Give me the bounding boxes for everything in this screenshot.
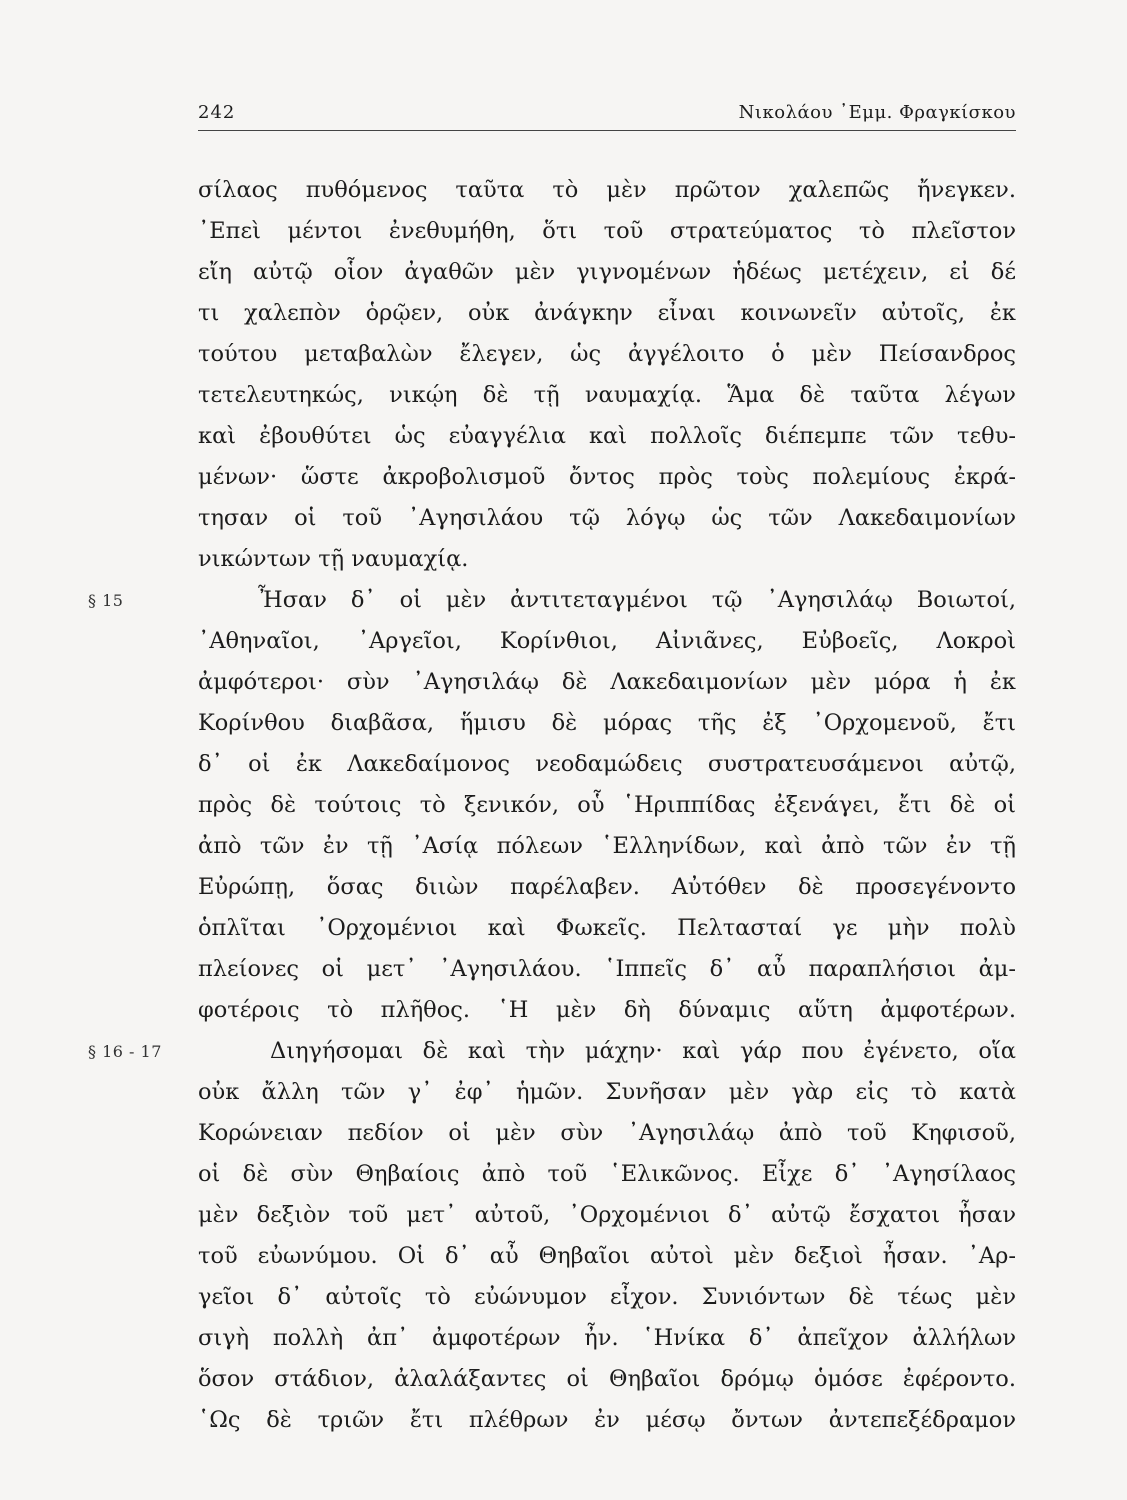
- text-line: εἴη αὐτῷ οἷον ἀγαθῶν μὲν γιγνομένων ἡδέως μετέχειν, εἰ δέ: [198, 259, 1016, 285]
- text-line: Κορώνειαν πεδίον οἱ μὲν σὺν ᾿Αγησιλάῳ ἀπὸ τοῦ Κηφισοῦ,: [198, 1120, 1016, 1146]
- text-line: μένων· ὥστε ἀκροβολισμοῦ ὄντος πρὸς τοὺς πολεμίους ἐκρά-: [198, 464, 1016, 490]
- text-line: ᾿Αθηναῖοι, ᾿Αργεῖοι, Κορίνθιοι, Αἰνιᾶνες, Εὐβοεῖς, Λοκροὶ: [198, 628, 1016, 654]
- text-line: τοῦ εὐωνύμου. Οἱ δ᾿ αὖ Θηβαῖοι αὐτοὶ μὲν δεξιοὶ ἦσαν. ᾿Αρ-: [198, 1243, 1016, 1269]
- body-text: [88, 170, 1016, 1441]
- text-line-section-16-17: [88, 1031, 1016, 1072]
- text-line: σιγὴ πολλὴ ἀπ᾿ ἀμφοτέρων ἦν. ῾Ηνίκα δ᾿ ἀπεῖχον ἀλλήλων: [198, 1325, 1016, 1351]
- text-line: γεῖοι δ᾿ αὐτοῖς τὸ εὐώνυμον εἶχον. Συνιόντων δὲ τέως μὲν: [198, 1284, 1016, 1310]
- text-line: Κορίνθου διαβᾶσα, ἥμισυ δὲ μόρας τῆς ἐξ ᾿Ορχομενοῦ, ἔτι: [198, 710, 1016, 736]
- text-line: τι χαλεπὸν ὁρῷεν, οὐκ ἀνάγκην εἶναι κοινωνεῖν αὐτοῖς, ἐκ: [198, 300, 1016, 326]
- margin-note-section-15: § 15: [88, 591, 124, 610]
- text-line: ὁπλῖται ᾿Ορχομένιοι καὶ Φωκεῖς. Πελτασταί γε μὴν πολὺ: [198, 915, 1016, 941]
- text-line: ἀπὸ τῶν ἐν τῇ ᾿Ασίᾳ πόλεων ῾Ελληνίδων, καὶ ἀπὸ τῶν ἐν τῇ: [198, 833, 1016, 859]
- text-line: πλείονες οἱ μετ᾿ ᾿Αγησιλάου. ῾Ιππεῖς δ᾿ αὖ παραπλήσιοι ἀμ-: [198, 956, 1016, 982]
- text-line: τησαν οἱ τοῦ ᾿Αγησιλάου τῷ λόγῳ ὡς τῶν Λακεδαιμονίων: [198, 505, 1016, 531]
- text-line: σίλαος πυθόμενος ταῦτα τὸ μὲν πρῶτον χαλεπῶς ἤνεγκεν.: [198, 177, 1016, 203]
- page-number: 242: [198, 102, 236, 123]
- margin-note-section-16-17: § 16 - 17: [88, 1042, 162, 1061]
- text-line: τετελευτηκώς, νικῴη δὲ τῇ ναυμαχίᾳ. Ἅμα δὲ ταῦτα λέγων: [198, 382, 1016, 408]
- text-line: καὶ ἐβουθύτει ὡς εὐαγγέλια καὶ πολλοῖς διέπεμπε τῶν τεθυ-: [198, 423, 1016, 449]
- text-line: οὐκ ἄλλη τῶν γ᾿ ἐφ᾿ ἡμῶν. Συνῆσαν μὲν γὰρ εἰς τὸ κατὰ: [198, 1079, 1016, 1105]
- text-line: φοτέροις τὸ πλῆθος. ῾Η μὲν δὴ δύναμις αὕτη ἀμφοτέρων.: [198, 997, 1016, 1023]
- text-line: ῾Ως δὲ τριῶν ἔτι πλέθρων ἐν μέσῳ ὄντων ἀντεπεξέδραμον: [198, 1407, 1016, 1433]
- text-line: ἀμφότεροι· σὺν ᾿Αγησιλάῳ δὲ Λακεδαιμονίων μὲν μόρα ἡ ἐκ: [198, 669, 1016, 695]
- text-line: πρὸς δὲ τούτοις τὸ ξενικόν, οὗ ῾Ηριππίδας ἐξενάγει, ἔτι δὲ οἱ: [198, 792, 1016, 818]
- running-head-title: Νικολάου ᾿Εμμ. Φραγκίσκου: [738, 102, 1016, 123]
- text-line: νικώντων τῇ ναυμαχίᾳ.: [198, 546, 469, 572]
- text-line-content: Ἦσαν δ᾿ οἱ μὲν ἀντιτεταγμένοι τῷ ᾿Αγησιλάῳ Βοιωτοί,: [258, 587, 1016, 613]
- running-header: [198, 98, 1016, 131]
- text-line: Εὐρώπῃ, ὅσας διιὼν παρέλαβεν. Αὐτόθεν δὲ προσεγένοντο: [198, 874, 1016, 900]
- text-line: ὅσον στάδιον, ἀλαλάξαντες οἱ Θηβαῖοι δρόμῳ ὁμόσε ἐφέροντο.: [198, 1366, 1016, 1392]
- text-line: δ᾿ οἱ ἐκ Λακεδαίμονος νεοδαμώδεις συστρατευσάμενοι αὐτῷ,: [198, 751, 1016, 777]
- text-line: ᾿Επεὶ μέντοι ἐνεθυμήθη, ὅτι τοῦ στρατεύματος τὸ πλεῖστον: [198, 218, 1016, 244]
- text-line-section-15: [88, 580, 1016, 621]
- text-line: οἱ δὲ σὺν Θηβαίοις ἀπὸ τοῦ ῾Ελικῶνος. Εἶχε δ᾿ ᾿Αγησίλαος: [198, 1161, 1016, 1187]
- text-line: μὲν δεξιὸν τοῦ μετ᾿ αὐτοῦ, ᾿Ορχομένιοι δ᾿ αὐτῷ ἔσχατοι ἦσαν: [198, 1202, 1016, 1228]
- text-line: τούτου μεταβαλὼν ἔλεγεν, ὡς ἀγγέλοιτο ὁ μὲν Πείσανδρος: [198, 341, 1016, 367]
- text-line-content: Διηγήσομαι δὲ καὶ τὴν μάχην· καὶ γάρ που ἐγένετο, οἵα: [270, 1038, 1016, 1064]
